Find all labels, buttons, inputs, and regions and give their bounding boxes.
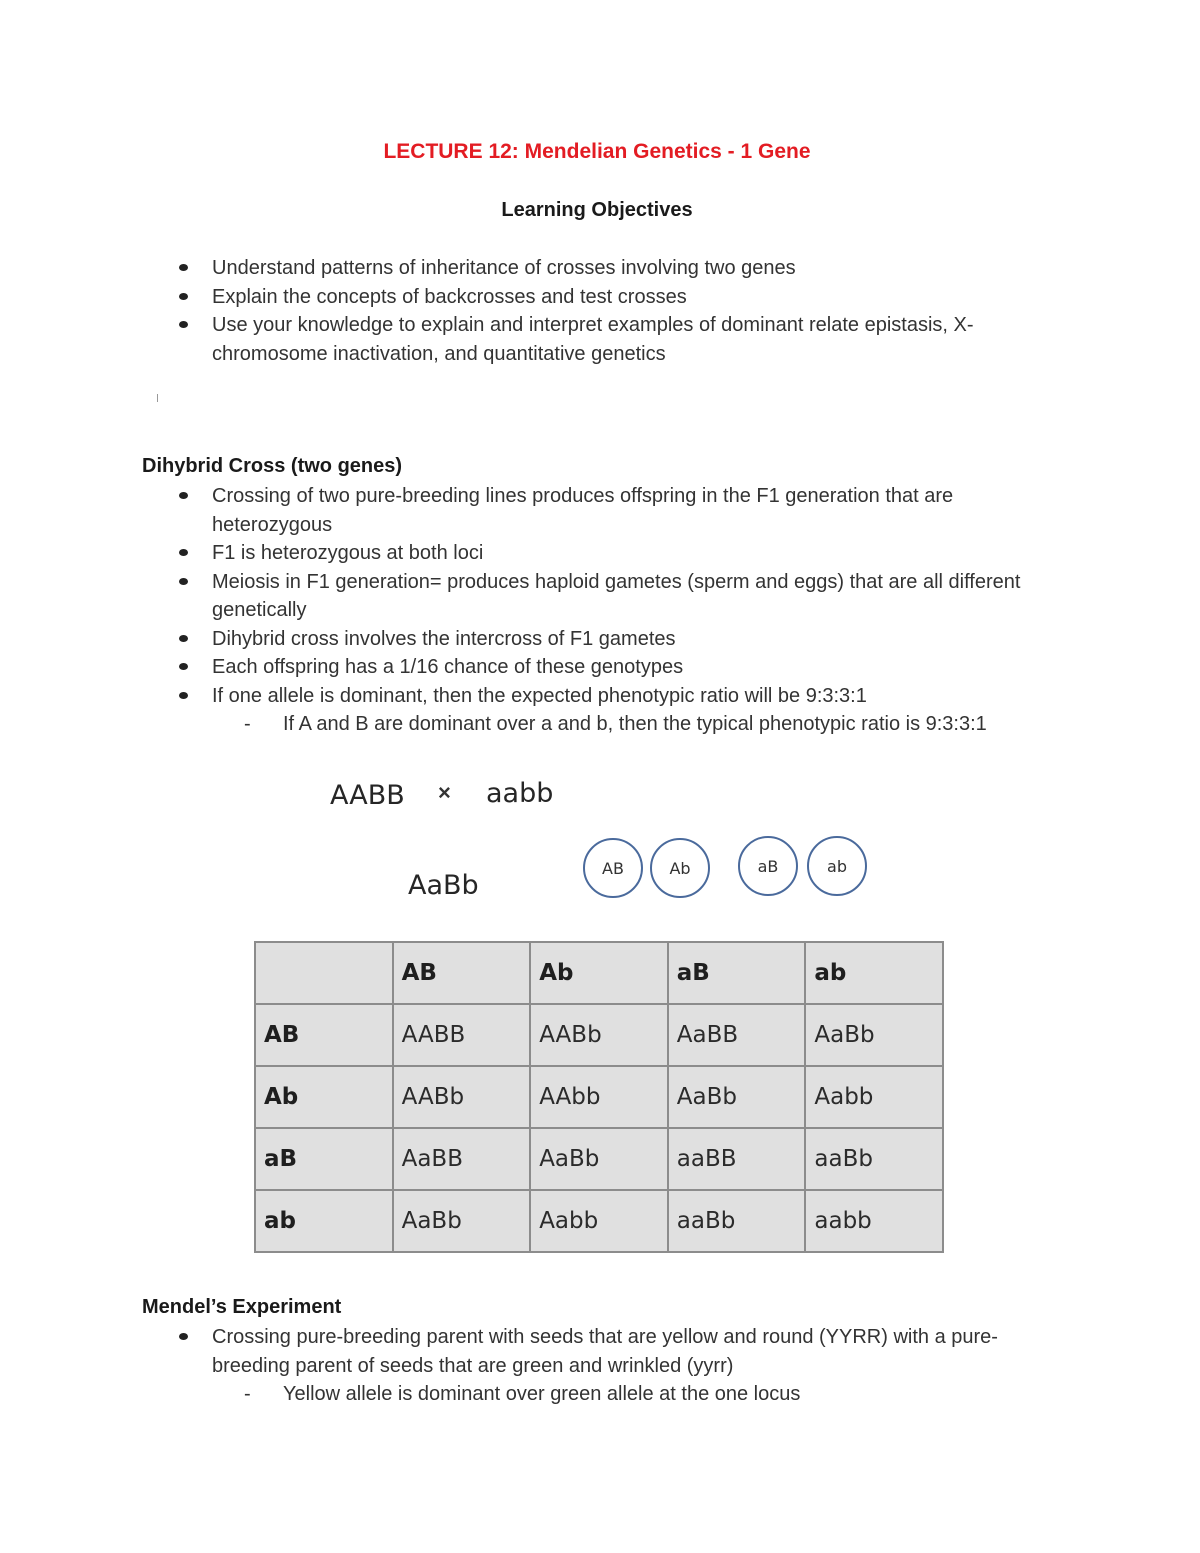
table-header-row xyxy=(255,942,943,1004)
table-row xyxy=(255,1004,943,1066)
column-header: ab xyxy=(805,942,943,1004)
table-cell: AaBb xyxy=(393,1190,531,1252)
list-item: Understand patterns of inheritance of crosses involving two genes xyxy=(142,254,1052,283)
gamete-circle: Ab xyxy=(650,838,710,898)
parent2-genotype: aabb xyxy=(486,778,554,809)
table-cell: aabb xyxy=(805,1190,943,1252)
f1-genotype: AaBb xyxy=(408,870,479,901)
list-item: If one allele is dominant, then the expected phenotypic ratio will be 9:3:3:1 xyxy=(142,682,1052,711)
bullet-icon xyxy=(179,549,188,556)
bullet-icon xyxy=(179,635,188,642)
dihybrid-heading: Dihybrid Cross (two genes) xyxy=(142,455,403,477)
table-cell: Aabb xyxy=(805,1066,943,1128)
column-header: aB xyxy=(668,942,806,1004)
table-cell: AaBb xyxy=(805,1004,943,1066)
sub-list-item: - Yellow allele is dominant over green allele at the one locus xyxy=(142,1380,1052,1409)
table-cell: AaBb xyxy=(668,1066,806,1128)
bullet-icon xyxy=(179,321,188,328)
bullet-icon xyxy=(179,264,188,271)
gamete-circle: ab xyxy=(807,836,867,896)
list-item: Each offspring has a 1/16 chance of these genotypes xyxy=(142,653,1052,682)
objectives-list xyxy=(142,254,1052,368)
bullet-icon xyxy=(179,293,188,300)
row-header: ab xyxy=(255,1190,393,1252)
list-item: Dihybrid cross involves the intercross of F1 gametes xyxy=(142,625,1052,654)
bullet-icon xyxy=(179,492,188,499)
gamete-circle: aB xyxy=(738,836,798,896)
mendel-list xyxy=(142,1323,1052,1409)
punnett-square xyxy=(254,941,944,1253)
column-header: Ab xyxy=(530,942,668,1004)
list-item: F1 is heterozygous at both loci xyxy=(142,539,1052,568)
row-header: Ab xyxy=(255,1066,393,1128)
bullet-icon xyxy=(179,1333,188,1340)
table-cell: AAbb xyxy=(530,1066,668,1128)
dash-marker: - xyxy=(244,713,251,735)
column-header: AB xyxy=(393,942,531,1004)
page-title: LECTURE 12: Mendelian Genetics - 1 Gene xyxy=(383,140,811,163)
mendel-heading: Mendel’s Experiment xyxy=(142,1296,342,1318)
corner-cell xyxy=(255,942,393,1004)
table-row xyxy=(255,1128,943,1190)
sub-list-item: - If A and B are dominant over a and b, then the typical phenotypic ratio is 9:3:3:1 xyxy=(142,710,1052,739)
bullet-icon xyxy=(179,663,188,670)
learning-objectives-heading: Learning Objectives xyxy=(501,199,693,221)
table-row xyxy=(255,1066,943,1128)
table-cell: AABB xyxy=(393,1004,531,1066)
table-cell: AaBB xyxy=(668,1004,806,1066)
list-item: Meiosis in F1 generation= produces haploid gametes (sperm and eggs) that are all different genetically xyxy=(142,568,1052,625)
parent1-genotype: AABB xyxy=(330,780,405,811)
row-header: AB xyxy=(255,1004,393,1066)
list-item: Crossing pure-breeding parent with seeds that are yellow and round (YYRR) with a pure-breeding parent of seeds that are green and wrinkled (yyrr) xyxy=(142,1323,1052,1380)
table-cell: AABb xyxy=(530,1004,668,1066)
list-item: Crossing of two pure-breeding lines produces offspring in the F1 generation that are heterozygous xyxy=(142,482,1052,539)
bullet-icon xyxy=(179,692,188,699)
row-header: aB xyxy=(255,1128,393,1190)
table-cell: Aabb xyxy=(530,1190,668,1252)
cross-symbol: × xyxy=(438,780,451,805)
stray-mark xyxy=(157,394,158,402)
dihybrid-list xyxy=(142,482,1052,739)
table-cell: AaBb xyxy=(530,1128,668,1190)
table-cell: aaBb xyxy=(805,1128,943,1190)
list-item: Explain the concepts of backcrosses and test crosses xyxy=(142,283,1052,312)
gamete-circle: AB xyxy=(583,838,643,898)
bullet-icon xyxy=(179,578,188,585)
table-cell: aaBb xyxy=(668,1190,806,1252)
list-item: Use your knowledge to explain and interpret examples of dominant relate epistasis, X-chromosome inactivation, and quantitative genetics xyxy=(142,311,1052,368)
table-cell: AaBB xyxy=(393,1128,531,1190)
table-cell: aaBB xyxy=(668,1128,806,1190)
dash-marker: - xyxy=(244,1383,251,1405)
table-cell: AABb xyxy=(393,1066,531,1128)
table-row xyxy=(255,1190,943,1252)
